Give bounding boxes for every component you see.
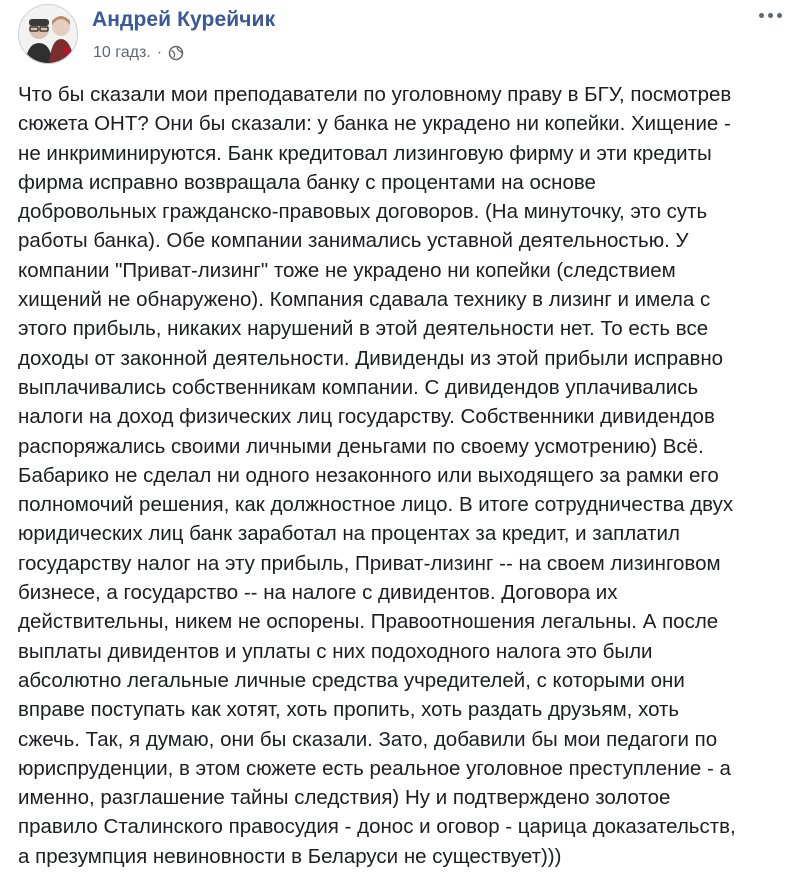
post-text: Что бы сказали мои преподаватели по уголовному праву в БГУ, посмотрев сюжета ОНТ? Они бы сказали: у банка не украдено ни копейки. Хищение - не инкриминируются. Банк кредитовал лизинговую фирму и эти кредиты фирма исправно возвращала банку с процентами на основе добровольных гражданско-правовых договоров. (На минуточку, это суть работы банка). Обе компании занимались уставной деятельностью. У компании "Приват-лизинг" тоже не украдено ни копейки (следствием хищений не обнаружено). Компания сдавала технику в лизинг и имела с этого прибыль, никаких нарушений в этой деятельности нет. То есть все доходы от законной деятельности. Дивиденды из этой прибыли исправно выплачивались собственникам компании. С дивидендов уплачивались налоги на доход физических лиц государству. Собственники дивидендов распоряжались своими личными деньгами по своему усмотрению) Всё. Бабарико не сделал ни одного незаконного или выходящего за рамки его полномочий решения, как должностное лицо. В итоге сотрудничества двух юридических лиц банк заработал на процентах за кредит, и заплатил государству налог на эту прибыль, Приват-лизинг -- на своем лизинговом бизнесе, а государство -- на налоге с дивидентов. Договора их действительны, никем не оспорены. Правоотношения легальны. А после выплаты дивидентов и уплаты с них подоходного налога это были абсолютно легальные личные средства учредителей, с которыми они вправе поступать как хотят, хоть пропить, хоть раздать друзьям, хоть сжечь. Так, я думаю, они бы сказали. Зато, добавили бы мои педагоги по юриспруденции, в этом сюжете есть реальное уголовное преступление - а именно, разглашение тайны следствия) Ну и подтверждено золотое правило Сталинского правосудия - донос и оговор - царица доказательств, а презумпция невиновности в Беларуси не существует))) <box>18 83 736 868</box>
meta-separator: · <box>156 44 163 61</box>
more-options-icon <box>759 13 764 18</box>
more-options-button[interactable] <box>754 2 786 28</box>
globe-icon[interactable] <box>168 45 184 61</box>
more-options-icon <box>768 13 773 18</box>
author-avatar[interactable] <box>18 4 78 64</box>
post-timestamp[interactable]: 10 гадз. <box>93 44 151 61</box>
post-header <box>0 0 800 70</box>
avatar-image <box>19 5 78 64</box>
post-meta <box>93 44 184 62</box>
more-options-icon <box>777 13 782 18</box>
author-name-link[interactable]: Андрей Курейчик <box>92 8 276 31</box>
